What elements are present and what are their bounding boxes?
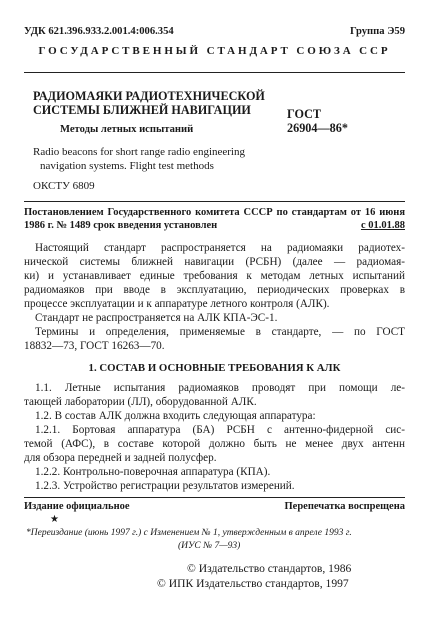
- group-code: Группа Э59: [349, 26, 405, 37]
- udk-code: УДК 621.396.933.2.001.4:006.354: [24, 26, 174, 37]
- decree-line1: Постановлением Государственного комитета СССР по стандартам от 16 июня: [24, 207, 405, 218]
- reissue-note-line2: (ИУС № 7—93): [178, 541, 241, 551]
- text-line: радиомаяков при вводе в эксплуатацию, периодических проверках в: [24, 284, 405, 296]
- text-line: для обзора передней и задней полусфер.: [24, 452, 217, 464]
- copyright-1997: © ИПК Издательство стандартов, 1997: [157, 577, 349, 590]
- okstu-code: ОКСТУ 6809: [33, 180, 95, 192]
- text-line: процессе эксплуатации и к аппаратуре летного контроля (АЛК).: [24, 298, 330, 310]
- clause-1-2-3: 1.2.3. Устройство регистрации результатов измерений.: [35, 480, 295, 492]
- intro-paragraph-2: Стандарт не распространяется на АЛК КПА-ЭС-1.: [35, 312, 278, 324]
- text-line: 1.1. Летные испытания радиомаяков проводят при помощи ле-: [35, 382, 405, 394]
- title-ru-line1: РАДИОМАЯКИ РАДИОТЕХНИЧЕСКОЙ: [33, 89, 265, 103]
- text-line: тающей лаборатории (ЛЛ), оборудованной АЛК.: [24, 396, 257, 408]
- clause-1-2: 1.2. В состав АЛК должна входить следующая аппаратура:: [35, 410, 316, 422]
- standard-title: ГОСУДАРСТВЕННЫЙ СТАНДАРТ СОЮЗА ССР: [38, 45, 391, 57]
- text-line: ки) и устанавливает единые требования к методам летных испытаний: [24, 270, 405, 282]
- decree-line2: 1986 г. № 1489 срок введения установлен: [24, 220, 218, 231]
- decree-date: с 01.01.88: [360, 220, 405, 231]
- footer-divider: [24, 497, 405, 498]
- text-line: 1.2.1. Бортовая аппаратура (БА) РСБН с антенно-фидерной сис-: [35, 424, 405, 436]
- official-edition-label: Издание официальное: [24, 501, 130, 512]
- title-en-line1: Radio beacons for short range radio engineering: [33, 146, 245, 158]
- subtitle-ru: Методы летных испытаний: [60, 124, 194, 135]
- text-line: темой (АФС), в составе которой должно быть не менее двух антенн: [24, 438, 405, 450]
- gost-number: 26904—86*: [287, 121, 348, 135]
- copyright-1986: © Издательство стандартов, 1986: [187, 562, 352, 575]
- text-line: Настоящий стандарт распространяется на радиомаяки радиотех-: [35, 242, 405, 254]
- section-1-heading: 1. СОСТАВ И ОСНОВНЫЕ ТРЕБОВАНИЯ К АЛК: [88, 362, 341, 374]
- text-line: 18832—73, ГОСТ 16263—70.: [24, 340, 165, 352]
- reissue-note-line1: *Переиздание (июнь 1997 г.) с Изменением № 1, утвержденным в апреле 1993 г.: [26, 528, 352, 538]
- gost-label: ГОСТ: [287, 107, 322, 121]
- text-line: Термины и определения, применяемые в стандарте, — по ГОСТ: [35, 326, 405, 338]
- title-divider: [24, 201, 405, 202]
- clause-1-2-2: 1.2.2. Контрольно-поверочная аппаратура (КПА).: [35, 466, 271, 478]
- title-ru-line2: СИСТЕМЫ БЛИЖНЕЙ НАВИГАЦИИ: [33, 103, 251, 117]
- header-divider: [24, 72, 405, 73]
- text-line: нической системы ближней навигации (РСБН) (далее — радиомая-: [24, 256, 405, 268]
- reprint-prohibited-label: Перепечатка воспрещена: [284, 501, 405, 512]
- title-en-line2: navigation systems. Flight test methods: [40, 160, 214, 172]
- star-mark-icon: ★: [50, 514, 59, 525]
